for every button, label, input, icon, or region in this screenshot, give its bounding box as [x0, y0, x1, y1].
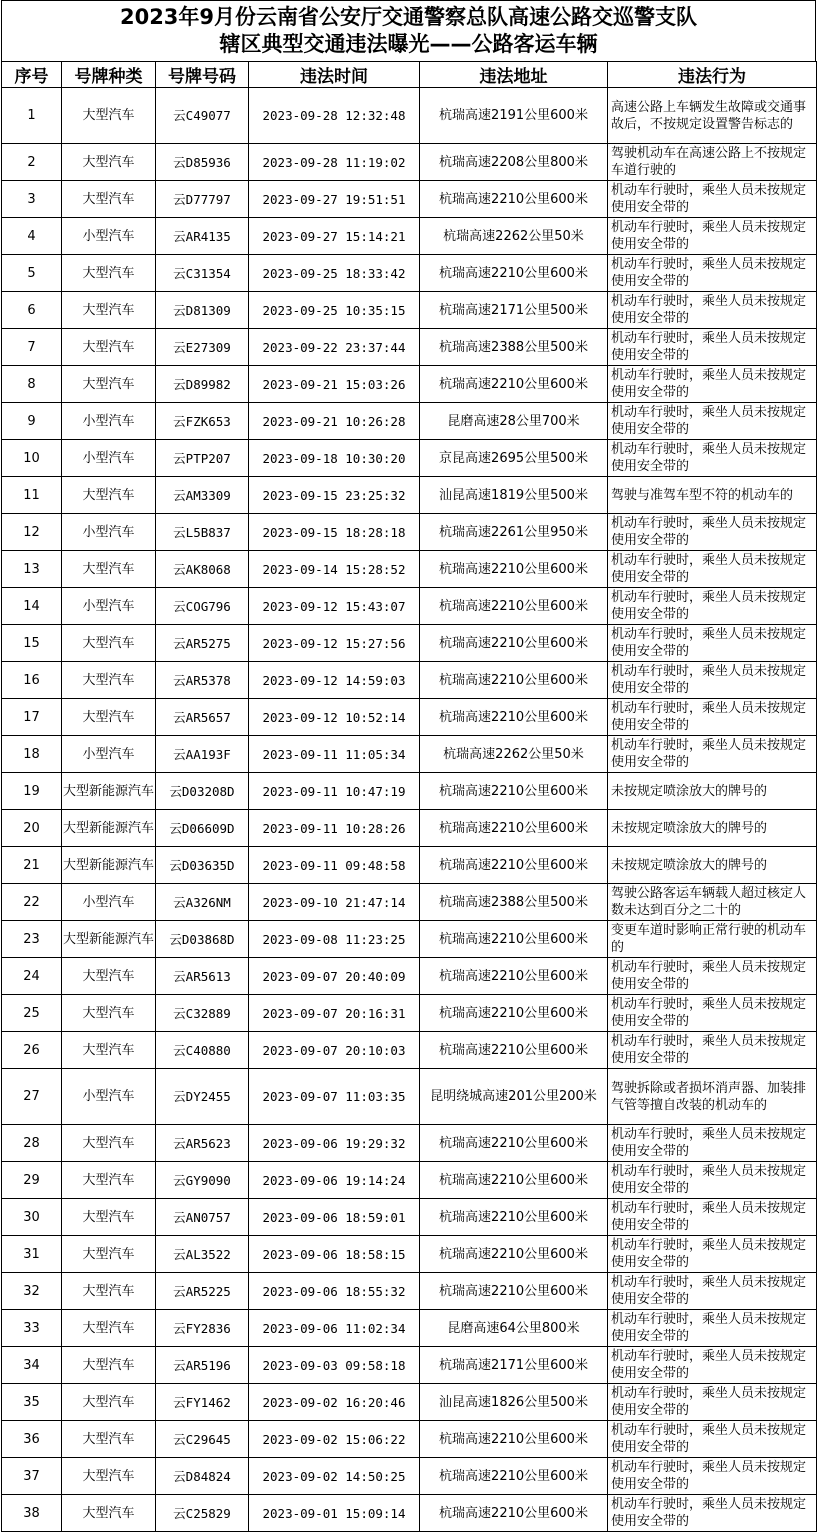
cell-location: 杭瑞高速2388公里500米	[420, 329, 608, 366]
cell-plate-number: 云AR5196	[156, 1347, 249, 1384]
cell-location: 杭瑞高速2210公里600米	[420, 773, 608, 810]
cell-location: 杭瑞高速2262公里50米	[420, 736, 608, 773]
table-row	[2, 1421, 817, 1458]
cell-no: 1	[2, 88, 62, 144]
cell-time: 2023-09-07 20:10:03	[249, 1032, 420, 1069]
cell-plate-number: 云AL3522	[156, 1236, 249, 1273]
cell-location: 昆明绕城高速201公里200米	[420, 1069, 608, 1125]
header-location: 违法地址	[420, 62, 608, 88]
cell-time: 2023-09-27 15:14:21	[249, 218, 420, 255]
table-row	[2, 514, 817, 551]
cell-location: 杭瑞高速2210公里600米	[420, 1495, 608, 1532]
cell-plate-number: 云E27309	[156, 329, 249, 366]
cell-time: 2023-09-06 18:55:32	[249, 1273, 420, 1310]
cell-time: 2023-09-25 18:33:42	[249, 255, 420, 292]
cell-no: 20	[2, 810, 62, 847]
cell-no: 28	[2, 1125, 62, 1162]
cell-behavior: 机动车行驶时，乘坐人员未按规定使用安全带的	[608, 440, 817, 477]
cell-behavior: 机动车行驶时，乘坐人员未按规定使用安全带的	[608, 1032, 817, 1069]
cell-location: 杭瑞高速2208公里800米	[420, 144, 608, 181]
cell-behavior: 机动车行驶时，乘坐人员未按规定使用安全带的	[608, 1125, 817, 1162]
cell-plate-number: 云D81309	[156, 292, 249, 329]
cell-plate-number: 云AR5225	[156, 1273, 249, 1310]
cell-no: 35	[2, 1384, 62, 1421]
cell-plate-type: 大型汽车	[62, 551, 156, 588]
cell-no: 36	[2, 1421, 62, 1458]
table-row	[2, 1458, 817, 1495]
cell-plate-type: 大型汽车	[62, 144, 156, 181]
cell-time: 2023-09-11 10:28:26	[249, 810, 420, 847]
table-row	[2, 440, 817, 477]
cell-no: 31	[2, 1236, 62, 1273]
cell-location: 杭瑞高速2210公里600米	[420, 625, 608, 662]
cell-time: 2023-09-21 15:03:26	[249, 366, 420, 403]
cell-plate-number: 云C32889	[156, 995, 249, 1032]
cell-location: 杭瑞高速2210公里600米	[420, 921, 608, 958]
cell-behavior: 机动车行驶时，乘坐人员未按规定使用安全带的	[608, 699, 817, 736]
cell-plate-number: 云FY2836	[156, 1310, 249, 1347]
cell-time: 2023-09-07 11:03:35	[249, 1069, 420, 1125]
cell-behavior: 机动车行驶时，乘坐人员未按规定使用安全带的	[608, 1458, 817, 1495]
cell-location: 杭瑞高速2210公里600米	[420, 588, 608, 625]
cell-plate-type: 小型汽车	[62, 440, 156, 477]
cell-time: 2023-09-11 11:05:34	[249, 736, 420, 773]
cell-plate-type: 大型汽车	[62, 366, 156, 403]
cell-location: 杭瑞高速2388公里500米	[420, 884, 608, 921]
cell-behavior: 机动车行驶时，乘坐人员未按规定使用安全带的	[608, 403, 817, 440]
cell-location: 昆磨高速28公里700米	[420, 403, 608, 440]
table-row	[2, 1347, 817, 1384]
table-row	[2, 1236, 817, 1273]
cell-location: 杭瑞高速2210公里600米	[420, 1032, 608, 1069]
table-row	[2, 403, 817, 440]
table-row	[2, 255, 817, 292]
cell-time: 2023-09-02 14:50:25	[249, 1458, 420, 1495]
table-row	[2, 1069, 817, 1125]
cell-location: 杭瑞高速2261公里950米	[420, 514, 608, 551]
cell-location: 杭瑞高速2210公里600米	[420, 551, 608, 588]
cell-location: 杭瑞高速2210公里600米	[420, 958, 608, 995]
cell-location: 杭瑞高速2210公里600米	[420, 847, 608, 884]
cell-plate-type: 大型汽车	[62, 1384, 156, 1421]
cell-plate-type: 大型新能源汽车	[62, 847, 156, 884]
cell-location: 杭瑞高速2210公里600米	[420, 662, 608, 699]
cell-plate-number: 云D06609D	[156, 810, 249, 847]
table-row	[2, 1273, 817, 1310]
cell-no: 2	[2, 144, 62, 181]
table-row	[2, 625, 817, 662]
cell-plate-type: 大型新能源汽车	[62, 921, 156, 958]
cell-behavior: 机动车行驶时，乘坐人员未按规定使用安全带的	[608, 736, 817, 773]
cell-plate-type: 大型新能源汽车	[62, 810, 156, 847]
table-row	[2, 1310, 817, 1347]
cell-time: 2023-09-01 15:09:14	[249, 1495, 420, 1532]
cell-behavior: 机动车行驶时，乘坐人员未按规定使用安全带的	[608, 1199, 817, 1236]
cell-time: 2023-09-12 14:59:03	[249, 662, 420, 699]
table-row	[2, 662, 817, 699]
table-row	[2, 1032, 817, 1069]
cell-plate-type: 大型汽车	[62, 1125, 156, 1162]
cell-no: 9	[2, 403, 62, 440]
table-row	[2, 810, 817, 847]
cell-no: 4	[2, 218, 62, 255]
cell-location: 杭瑞高速2210公里600米	[420, 1458, 608, 1495]
table-row	[2, 144, 817, 181]
cell-behavior: 未按规定喷涂放大的牌号的	[608, 810, 817, 847]
cell-plate-type: 大型汽车	[62, 625, 156, 662]
cell-plate-type: 大型汽车	[62, 1032, 156, 1069]
cell-plate-number: 云AN0757	[156, 1199, 249, 1236]
cell-plate-number: 云FY1462	[156, 1384, 249, 1421]
cell-time: 2023-09-06 19:14:24	[249, 1162, 420, 1199]
table-row	[2, 995, 817, 1032]
table-row	[2, 699, 817, 736]
table-row	[2, 1162, 817, 1199]
cell-plate-number: 云AR5657	[156, 699, 249, 736]
cell-no: 23	[2, 921, 62, 958]
cell-no: 30	[2, 1199, 62, 1236]
table-row	[2, 329, 817, 366]
cell-time: 2023-09-18 10:30:20	[249, 440, 420, 477]
cell-plate-number: 云AR5275	[156, 625, 249, 662]
cell-no: 8	[2, 366, 62, 403]
cell-behavior: 驾驶与准驾车型不符的机动车的	[608, 477, 817, 514]
cell-time: 2023-09-21 10:26:28	[249, 403, 420, 440]
table-row	[2, 477, 817, 514]
cell-behavior: 高速公路上车辆发生故障或交通事故后，不按规定设置警告标志的	[608, 88, 817, 144]
table-row	[2, 88, 817, 144]
cell-time: 2023-09-11 10:47:19	[249, 773, 420, 810]
table-row	[2, 736, 817, 773]
cell-plate-type: 大型汽车	[62, 1347, 156, 1384]
cell-plate-number: 云C31354	[156, 255, 249, 292]
cell-location: 昆磨高速64公里800米	[420, 1310, 608, 1347]
sheet-title	[1, 0, 816, 61]
cell-time: 2023-09-10 21:47:14	[249, 884, 420, 921]
table-row	[2, 181, 817, 218]
cell-location: 杭瑞高速2210公里600米	[420, 1421, 608, 1458]
table-row	[2, 884, 817, 921]
cell-time: 2023-09-28 11:19:02	[249, 144, 420, 181]
cell-plate-type: 小型汽车	[62, 736, 156, 773]
cell-time: 2023-09-07 20:16:31	[249, 995, 420, 1032]
cell-behavior: 变更车道时影响正常行驶的机动车的	[608, 921, 817, 958]
cell-plate-number: 云AM3309	[156, 477, 249, 514]
cell-time: 2023-09-15 18:28:18	[249, 514, 420, 551]
cell-time: 2023-09-27 19:51:51	[249, 181, 420, 218]
cell-behavior: 机动车行驶时，乘坐人员未按规定使用安全带的	[608, 181, 817, 218]
cell-no: 18	[2, 736, 62, 773]
cell-behavior: 机动车行驶时，乘坐人员未按规定使用安全带的	[608, 551, 817, 588]
header-row	[2, 62, 817, 88]
cell-plate-type: 大型汽车	[62, 958, 156, 995]
cell-behavior: 未按规定喷涂放大的牌号的	[608, 773, 817, 810]
cell-plate-type: 大型汽车	[62, 1162, 156, 1199]
table-row	[2, 292, 817, 329]
cell-plate-type: 大型汽车	[62, 292, 156, 329]
cell-plate-number: 云AA193F	[156, 736, 249, 773]
cell-plate-type: 大型汽车	[62, 1236, 156, 1273]
cell-time: 2023-09-06 11:02:34	[249, 1310, 420, 1347]
cell-location: 汕昆高速1819公里500米	[420, 477, 608, 514]
cell-time: 2023-09-22 23:37:44	[249, 329, 420, 366]
cell-plate-type: 大型新能源汽车	[62, 773, 156, 810]
cell-behavior: 机动车行驶时，乘坐人员未按规定使用安全带的	[608, 995, 817, 1032]
cell-behavior: 机动车行驶时，乘坐人员未按规定使用安全带的	[608, 1162, 817, 1199]
cell-behavior: 机动车行驶时，乘坐人员未按规定使用安全带的	[608, 662, 817, 699]
cell-no: 11	[2, 477, 62, 514]
cell-time: 2023-09-02 15:06:22	[249, 1421, 420, 1458]
cell-location: 杭瑞高速2210公里600米	[420, 699, 608, 736]
cell-plate-number: 云C29645	[156, 1421, 249, 1458]
cell-behavior: 机动车行驶时，乘坐人员未按规定使用安全带的	[608, 1273, 817, 1310]
cell-no: 29	[2, 1162, 62, 1199]
cell-time: 2023-09-12 15:43:07	[249, 588, 420, 625]
cell-plate-number: 云L5B837	[156, 514, 249, 551]
cell-plate-number: 云GY9090	[156, 1162, 249, 1199]
cell-time: 2023-09-06 19:29:32	[249, 1125, 420, 1162]
cell-behavior: 机动车行驶时，乘坐人员未按规定使用安全带的	[608, 588, 817, 625]
cell-plate-type: 大型汽车	[62, 699, 156, 736]
cell-location: 汕昆高速1826公里500米	[420, 1384, 608, 1421]
cell-time: 2023-09-15 23:25:32	[249, 477, 420, 514]
cell-plate-number: 云AR5623	[156, 1125, 249, 1162]
cell-no: 34	[2, 1347, 62, 1384]
cell-no: 12	[2, 514, 62, 551]
table-row	[2, 588, 817, 625]
cell-time: 2023-09-02 16:20:46	[249, 1384, 420, 1421]
cell-plate-type: 大型汽车	[62, 1273, 156, 1310]
cell-location: 杭瑞高速2210公里600米	[420, 1236, 608, 1273]
cell-no: 21	[2, 847, 62, 884]
table-row	[2, 958, 817, 995]
cell-time: 2023-09-12 15:27:56	[249, 625, 420, 662]
cell-plate-type: 小型汽车	[62, 514, 156, 551]
header-no: 序号	[2, 62, 62, 88]
cell-behavior: 驾驶拆除或者损坏消声器、加装排气管等擅自改装的机动车的	[608, 1069, 817, 1125]
cell-plate-type: 大型汽车	[62, 255, 156, 292]
cell-plate-type: 小型汽车	[62, 884, 156, 921]
cell-time: 2023-09-12 10:52:14	[249, 699, 420, 736]
table-body	[2, 88, 817, 1532]
table-row	[2, 1384, 817, 1421]
header-behavior: 违法行为	[608, 62, 817, 88]
table-row	[2, 1199, 817, 1236]
cell-no: 13	[2, 551, 62, 588]
cell-plate-type: 小型汽车	[62, 1069, 156, 1125]
cell-behavior: 机动车行驶时，乘坐人员未按规定使用安全带的	[608, 218, 817, 255]
violation-sheet	[1, 0, 816, 1532]
cell-behavior: 机动车行驶时，乘坐人员未按规定使用安全带的	[608, 329, 817, 366]
violation-table	[1, 61, 817, 1532]
cell-no: 25	[2, 995, 62, 1032]
cell-behavior: 机动车行驶时，乘坐人员未按规定使用安全带的	[608, 1421, 817, 1458]
cell-plate-number: 云AR5613	[156, 958, 249, 995]
cell-behavior: 驾驶机动车在高速公路上不按规定车道行驶的	[608, 144, 817, 181]
cell-no: 16	[2, 662, 62, 699]
cell-location: 杭瑞高速2171公里600米	[420, 1347, 608, 1384]
cell-plate-number: 云D77797	[156, 181, 249, 218]
cell-plate-number: 云COG796	[156, 588, 249, 625]
cell-no: 27	[2, 1069, 62, 1125]
cell-plate-number: 云D84824	[156, 1458, 249, 1495]
cell-location: 杭瑞高速2210公里600米	[420, 1273, 608, 1310]
table-row	[2, 1125, 817, 1162]
cell-no: 17	[2, 699, 62, 736]
cell-location: 杭瑞高速2210公里600米	[420, 255, 608, 292]
cell-plate-number: 云D85936	[156, 144, 249, 181]
cell-plate-number: 云A326NM	[156, 884, 249, 921]
cell-plate-type: 小型汽车	[62, 403, 156, 440]
table-row	[2, 551, 817, 588]
table-row	[2, 366, 817, 403]
header-plate-type: 号牌种类	[62, 62, 156, 88]
cell-location: 杭瑞高速2210公里600米	[420, 181, 608, 218]
cell-behavior: 机动车行驶时，乘坐人员未按规定使用安全带的	[608, 1347, 817, 1384]
header-plate-number: 号牌号码	[156, 62, 249, 88]
cell-plate-number: 云AR4135	[156, 218, 249, 255]
cell-no: 24	[2, 958, 62, 995]
title-line-1: 2023年9月份云南省公安厅交通警察总队高速公路交巡警支队	[119, 5, 698, 29]
cell-no: 33	[2, 1310, 62, 1347]
cell-behavior: 机动车行驶时，乘坐人员未按规定使用安全带的	[608, 625, 817, 662]
cell-behavior: 机动车行驶时，乘坐人员未按规定使用安全带的	[608, 255, 817, 292]
cell-behavior: 机动车行驶时，乘坐人员未按规定使用安全带的	[608, 1236, 817, 1273]
cell-time: 2023-09-14 15:28:52	[249, 551, 420, 588]
cell-no: 37	[2, 1458, 62, 1495]
cell-plate-number: 云DY2455	[156, 1069, 249, 1125]
table-row	[2, 1495, 817, 1532]
table-row	[2, 847, 817, 884]
cell-behavior: 机动车行驶时，乘坐人员未按规定使用安全带的	[608, 1310, 817, 1347]
cell-location: 京昆高速2695公里500米	[420, 440, 608, 477]
cell-plate-type: 大型汽车	[62, 1310, 156, 1347]
cell-plate-type: 小型汽车	[62, 588, 156, 625]
cell-plate-number: 云AK8068	[156, 551, 249, 588]
cell-location: 杭瑞高速2210公里600米	[420, 995, 608, 1032]
cell-plate-number: 云AR5378	[156, 662, 249, 699]
cell-no: 10	[2, 440, 62, 477]
cell-no: 38	[2, 1495, 62, 1532]
cell-location: 杭瑞高速2262公里50米	[420, 218, 608, 255]
cell-plate-type: 大型汽车	[62, 181, 156, 218]
cell-time: 2023-09-06 18:58:15	[249, 1236, 420, 1273]
cell-plate-number: 云C49077	[156, 88, 249, 144]
cell-plate-type: 大型汽车	[62, 1421, 156, 1458]
cell-time: 2023-09-06 18:59:01	[249, 1199, 420, 1236]
cell-plate-type: 大型汽车	[62, 88, 156, 144]
cell-time: 2023-09-07 20:40:09	[249, 958, 420, 995]
cell-no: 19	[2, 773, 62, 810]
cell-no: 7	[2, 329, 62, 366]
table-row	[2, 773, 817, 810]
cell-no: 14	[2, 588, 62, 625]
cell-location: 杭瑞高速2210公里600米	[420, 366, 608, 403]
cell-no: 6	[2, 292, 62, 329]
cell-plate-type: 大型汽车	[62, 995, 156, 1032]
cell-plate-number: 云D03208D	[156, 773, 249, 810]
cell-behavior: 未按规定喷涂放大的牌号的	[608, 847, 817, 884]
cell-time: 2023-09-25 10:35:15	[249, 292, 420, 329]
cell-behavior: 机动车行驶时，乘坐人员未按规定使用安全带的	[608, 1495, 817, 1532]
cell-plate-number: 云FZK653	[156, 403, 249, 440]
cell-plate-type: 大型汽车	[62, 662, 156, 699]
cell-plate-type: 大型汽车	[62, 1495, 156, 1532]
cell-plate-type: 大型汽车	[62, 329, 156, 366]
cell-plate-number: 云D03868D	[156, 921, 249, 958]
cell-no: 15	[2, 625, 62, 662]
cell-time: 2023-09-11 09:48:58	[249, 847, 420, 884]
cell-no: 32	[2, 1273, 62, 1310]
cell-plate-type: 大型汽车	[62, 1199, 156, 1236]
cell-no: 3	[2, 181, 62, 218]
cell-location: 杭瑞高速2171公里500米	[420, 292, 608, 329]
cell-location: 杭瑞高速2210公里600米	[420, 1199, 608, 1236]
cell-no: 26	[2, 1032, 62, 1069]
cell-location: 杭瑞高速2210公里600米	[420, 1125, 608, 1162]
cell-plate-number: 云PTP207	[156, 440, 249, 477]
cell-behavior: 机动车行驶时，乘坐人员未按规定使用安全带的	[608, 366, 817, 403]
cell-no: 5	[2, 255, 62, 292]
cell-plate-number: 云D89982	[156, 366, 249, 403]
cell-time: 2023-09-28 12:32:48	[249, 88, 420, 144]
cell-plate-type: 小型汽车	[62, 218, 156, 255]
cell-time: 2023-09-08 11:23:25	[249, 921, 420, 958]
header-time: 违法时间	[249, 62, 420, 88]
cell-location: 杭瑞高速2191公里600米	[420, 88, 608, 144]
cell-behavior: 机动车行驶时，乘坐人员未按规定使用安全带的	[608, 292, 817, 329]
cell-plate-type: 大型汽车	[62, 477, 156, 514]
table-row	[2, 921, 817, 958]
cell-behavior: 机动车行驶时，乘坐人员未按规定使用安全带的	[608, 1384, 817, 1421]
cell-behavior: 机动车行驶时，乘坐人员未按规定使用安全带的	[608, 958, 817, 995]
cell-behavior: 机动车行驶时，乘坐人员未按规定使用安全带的	[608, 514, 817, 551]
cell-location: 杭瑞高速2210公里600米	[420, 810, 608, 847]
cell-plate-type: 大型汽车	[62, 1458, 156, 1495]
title-line-2: 辖区典型交通违法曝光——公路客运车辆	[219, 32, 598, 56]
cell-plate-number: 云C40880	[156, 1032, 249, 1069]
cell-location: 杭瑞高速2210公里600米	[420, 1162, 608, 1199]
cell-behavior: 驾驶公路客运车辆载人超过核定人数未达到百分之二十的	[608, 884, 817, 921]
cell-plate-number: 云C25829	[156, 1495, 249, 1532]
cell-time: 2023-09-03 09:58:18	[249, 1347, 420, 1384]
cell-plate-number: 云D03635D	[156, 847, 249, 884]
table-row	[2, 218, 817, 255]
cell-no: 22	[2, 884, 62, 921]
